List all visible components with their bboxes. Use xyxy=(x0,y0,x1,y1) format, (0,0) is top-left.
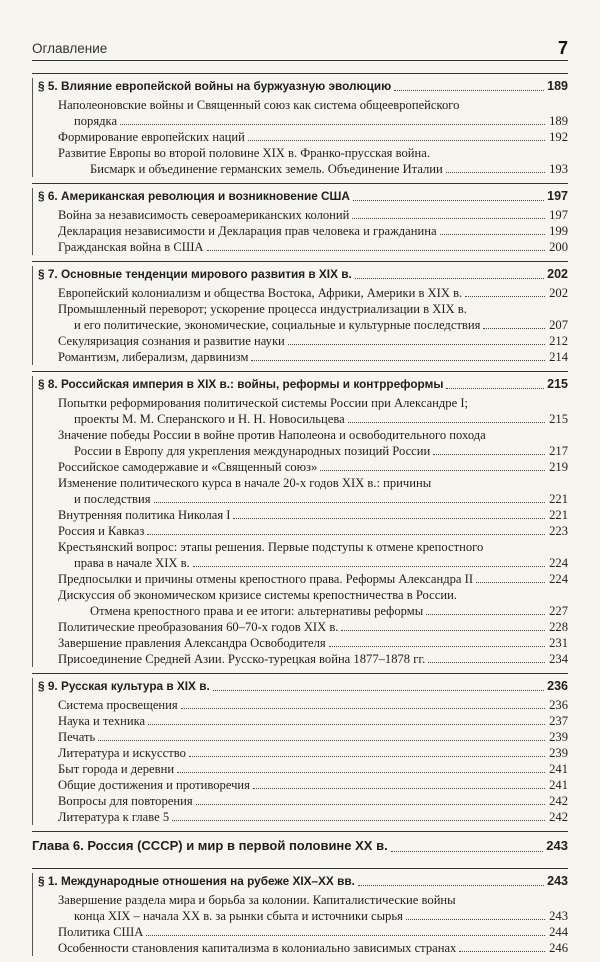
entry-page-number: 215 xyxy=(549,412,568,426)
toc-entry xyxy=(32,239,568,255)
entry-title: Литература к главе 5 xyxy=(58,810,170,824)
entry-title: права в начале XIX в. xyxy=(74,556,190,570)
dot-leader xyxy=(196,804,545,805)
entry-title: Секуляризация сознания и развитие науки xyxy=(58,334,285,348)
dot-leader xyxy=(446,388,544,389)
dot-leader xyxy=(433,454,545,455)
dot-leader xyxy=(446,172,545,173)
entry-page-number: 231 xyxy=(549,636,568,650)
section-divider xyxy=(32,868,568,869)
toc-entry xyxy=(32,411,568,427)
entry-title: Декларация независимости и Декларация прав человека и гражданина xyxy=(58,224,437,238)
dot-leader xyxy=(154,502,545,503)
dot-leader xyxy=(483,328,545,329)
section-heading xyxy=(32,873,568,890)
toc-entry xyxy=(32,777,568,793)
toc-section xyxy=(32,678,568,827)
toc-entry xyxy=(32,555,568,571)
entry-title: Романтизм, либерализм, дарвинизм xyxy=(58,350,249,364)
toc-entry xyxy=(32,349,568,365)
toc-entry xyxy=(32,892,568,908)
toc-entry xyxy=(32,729,568,745)
entry-title: Бисмарк и объединение германских земель. Объединение Италии xyxy=(90,162,443,176)
toc-entry xyxy=(32,491,568,507)
toc-entry xyxy=(32,395,568,411)
entry-title: Печать xyxy=(58,730,96,744)
dot-leader xyxy=(181,708,545,709)
entry-title: Политика США xyxy=(58,925,144,939)
entry-title: Российское самодержавие и «Священный союз» xyxy=(58,460,318,474)
entry-title: Война за независимость североамериканских колоний xyxy=(58,208,350,222)
dot-leader xyxy=(233,518,545,519)
toc-entry xyxy=(32,793,568,809)
entry-page-number: 224 xyxy=(549,556,568,570)
entry-page-number: 241 xyxy=(549,762,568,776)
entry-title: Вопросы для повторения xyxy=(58,794,193,808)
entry-title: § 5. Влияние европейской войны на буржуазную эволюцию xyxy=(38,79,392,93)
entry-title: § 7. Основные тенденции мирового развития в XIX в. xyxy=(38,267,352,281)
entry-title: Попытки реформирования политической системы России при Александре I; xyxy=(58,396,469,410)
entry-title: Завершение раздела мира и борьба за колонии. Капиталистические войны xyxy=(58,893,456,907)
toc-entry xyxy=(32,285,568,301)
toc-entry xyxy=(32,301,568,317)
running-header xyxy=(32,34,568,61)
toc-entry xyxy=(32,129,568,145)
entry-title: Дискуссия об экономическом кризисе системы крепостничества в России. xyxy=(58,588,457,602)
entry-page-number: 212 xyxy=(549,334,568,348)
section-heading xyxy=(32,78,568,95)
toc-entry xyxy=(32,603,568,619)
toc-entry xyxy=(32,507,568,523)
entry-title: России в Европу для укрепления международных позиций России xyxy=(74,444,431,458)
toc-entry xyxy=(32,427,568,443)
dot-leader xyxy=(193,566,545,567)
dot-leader xyxy=(213,690,544,691)
entry-page-number: 228 xyxy=(549,620,568,634)
toc-entry xyxy=(32,651,568,667)
dot-leader xyxy=(465,296,545,297)
section-divider xyxy=(32,73,568,74)
entry-page-number: 197 xyxy=(547,189,568,203)
entry-page-number: 241 xyxy=(549,778,568,792)
section-divider xyxy=(32,831,568,832)
entry-title: и последствия xyxy=(74,492,151,506)
toc-entry xyxy=(32,761,568,777)
toc-section xyxy=(32,266,568,367)
dot-leader xyxy=(172,820,545,821)
entry-title: Значение победы России в войне против Наполеона и освободительного похода xyxy=(58,428,486,442)
entry-page-number: 243 xyxy=(549,909,568,923)
entry-title: конца XIX – начала XX в. за рынки сбыта и источники сырья xyxy=(74,909,403,923)
entry-page-number: 234 xyxy=(549,652,568,666)
entry-title: и его политические, экономические, социальные и культурные последствия xyxy=(74,318,481,332)
table-of-contents xyxy=(32,73,568,962)
dot-leader xyxy=(148,724,545,725)
entry-title: Отмена крепостного права и ее итоги: альтернативы реформы xyxy=(90,604,424,618)
dot-leader xyxy=(352,218,545,219)
entry-title: Промышленный переворот; ускорение процесса индустриализации в XIX в. xyxy=(58,302,467,316)
dot-leader xyxy=(288,344,545,345)
entry-page-number: 202 xyxy=(547,267,568,281)
entry-title: Особенности становления капитализма в колониально зависимых странах xyxy=(58,941,457,955)
entry-page-number: 197 xyxy=(549,208,568,222)
section-divider xyxy=(32,261,568,262)
dot-leader xyxy=(120,124,545,125)
header-title: Оглавление xyxy=(32,41,108,56)
dot-leader xyxy=(428,662,545,663)
entry-page-number: 243 xyxy=(546,838,568,853)
toc-entry xyxy=(32,809,568,825)
entry-title: Наполеоновские войны и Священный союз как система общеевропейского xyxy=(58,98,460,112)
entry-title: порядка xyxy=(74,114,118,128)
entry-title: § 1. Международные отношения на рубеже XIX–XX вв. xyxy=(38,874,355,888)
entry-page-number: 221 xyxy=(549,508,568,522)
entry-page-number: 189 xyxy=(549,114,568,128)
toc-entry xyxy=(32,713,568,729)
dot-leader xyxy=(406,919,545,920)
entry-page-number: 239 xyxy=(549,746,568,760)
entry-page-number: 200 xyxy=(549,240,568,254)
toc-section xyxy=(32,873,568,958)
entry-page-number: 207 xyxy=(549,318,568,332)
entry-title: Присоединение Средней Азии. Русско-турецкая война 1877–1878 гг. xyxy=(58,652,426,666)
entry-page-number: 202 xyxy=(549,286,568,300)
toc-section xyxy=(32,78,568,179)
entry-page-number: 192 xyxy=(549,130,568,144)
toc-entry xyxy=(32,161,568,177)
entry-title: Крестьянский вопрос: этапы решения. Первые подступы к отмене крепостного xyxy=(58,540,484,554)
toc-entry xyxy=(32,924,568,940)
page-number: 7 xyxy=(557,38,568,58)
entry-page-number: 227 xyxy=(549,604,568,618)
section-heading xyxy=(32,188,568,205)
toc-entry xyxy=(32,97,568,113)
entry-page-number: 217 xyxy=(549,444,568,458)
toc-entry xyxy=(32,745,568,761)
dot-leader xyxy=(355,278,544,279)
entry-title: Литература и искусство xyxy=(58,746,186,760)
dot-leader xyxy=(394,90,544,91)
entry-title: Развитие Европы во второй половине XIX в. Франко-прусская война. xyxy=(58,146,430,160)
entry-page-number: 221 xyxy=(549,492,568,506)
entry-page-number: 239 xyxy=(549,730,568,744)
entry-page-number: 246 xyxy=(549,941,568,955)
entry-page-number: 189 xyxy=(547,79,568,93)
toc-entry xyxy=(32,940,568,956)
entry-page-number: 244 xyxy=(549,925,568,939)
section-divider xyxy=(32,183,568,184)
dot-leader xyxy=(329,646,545,647)
entry-page-number: 242 xyxy=(549,810,568,824)
dot-leader xyxy=(391,851,544,852)
section-divider xyxy=(32,673,568,674)
dot-leader xyxy=(459,951,545,952)
entry-title: Глава 6. Россия (СССР) и мир в первой половине XX в. xyxy=(32,838,388,853)
entry-title: Гражданская война в США xyxy=(58,240,204,254)
section-heading xyxy=(32,678,568,695)
entry-title: Политические преобразования 60–70-х годов XIX в. xyxy=(58,620,339,634)
toc-entry xyxy=(32,145,568,161)
toc-section xyxy=(32,376,568,669)
entry-page-number: 214 xyxy=(549,350,568,364)
dot-leader xyxy=(248,140,545,141)
dot-leader xyxy=(253,788,545,789)
toc-entry xyxy=(32,443,568,459)
toc-entry xyxy=(32,223,568,239)
entry-title: Россия и Кавказ xyxy=(58,524,145,538)
dot-leader xyxy=(147,534,545,535)
entry-title: Формирование европейских наций xyxy=(58,130,245,144)
dot-leader xyxy=(358,885,544,886)
entry-title: Изменение политического курса в начале 20-х годов XIX в.: причины xyxy=(58,476,432,490)
entry-title: Предпосылки и причины отмены крепостного права. Реформы Александра II xyxy=(58,572,474,586)
toc-entry xyxy=(32,619,568,635)
toc-entry xyxy=(32,587,568,603)
entry-page-number: 224 xyxy=(549,572,568,586)
dot-leader xyxy=(320,470,545,471)
entry-title: § 9. Русская культура в XIX в. xyxy=(38,679,210,693)
entry-page-number: 193 xyxy=(549,162,568,176)
toc-entry xyxy=(32,475,568,491)
toc-entry xyxy=(32,113,568,129)
entry-page-number: 236 xyxy=(547,679,568,693)
toc-section xyxy=(32,188,568,257)
dot-leader xyxy=(146,935,545,936)
toc-entry xyxy=(32,908,568,924)
entry-title: Завершение правления Александра Освободителя xyxy=(58,636,326,650)
dot-leader xyxy=(189,756,545,757)
toc-chapter xyxy=(32,836,568,864)
dot-leader xyxy=(98,740,545,741)
entry-page-number: 237 xyxy=(549,714,568,728)
entry-title: Наука и техника xyxy=(58,714,146,728)
section-heading xyxy=(32,376,568,393)
dot-leader xyxy=(341,630,545,631)
dot-leader xyxy=(177,772,545,773)
toc-entry xyxy=(32,459,568,475)
entry-title: Общие достижения и противоречия xyxy=(58,778,250,792)
dot-leader xyxy=(440,234,545,235)
entry-page-number: 243 xyxy=(547,874,568,888)
chapter-heading xyxy=(32,836,568,856)
entry-title: проекты М. М. Сперанского и Н. Н. Новосильцева xyxy=(74,412,345,426)
toc-entry xyxy=(32,207,568,223)
dot-leader xyxy=(251,360,545,361)
entry-title: Европейский колониализм и общества Востока, Африки, Америки в XIX в. xyxy=(58,286,463,300)
dot-leader xyxy=(353,200,544,201)
entry-title: Быт города и деревни xyxy=(58,762,175,776)
toc-entry xyxy=(32,539,568,555)
entry-page-number: 236 xyxy=(549,698,568,712)
entry-title: Система просвещения xyxy=(58,698,178,712)
toc-entry xyxy=(32,697,568,713)
toc-entry xyxy=(32,333,568,349)
dot-leader xyxy=(207,250,545,251)
section-heading xyxy=(32,266,568,283)
entry-page-number: 219 xyxy=(549,460,568,474)
section-divider xyxy=(32,371,568,372)
entry-page-number: 242 xyxy=(549,794,568,808)
dot-leader xyxy=(348,422,545,423)
entry-title: Внутренняя политика Николая I xyxy=(58,508,231,522)
toc-entry xyxy=(32,571,568,587)
entry-title: § 8. Российская империя в XIX в.: войны, реформы и контрреформы xyxy=(38,377,444,391)
toc-entry xyxy=(32,523,568,539)
entry-page-number: 215 xyxy=(547,377,568,391)
toc-entry xyxy=(32,635,568,651)
entry-title: § 6. Американская революция и возникновение США xyxy=(38,189,350,203)
dot-leader xyxy=(426,614,545,615)
entry-page-number: 223 xyxy=(549,524,568,538)
toc-entry xyxy=(32,317,568,333)
dot-leader xyxy=(476,582,545,583)
entry-page-number: 199 xyxy=(549,224,568,238)
